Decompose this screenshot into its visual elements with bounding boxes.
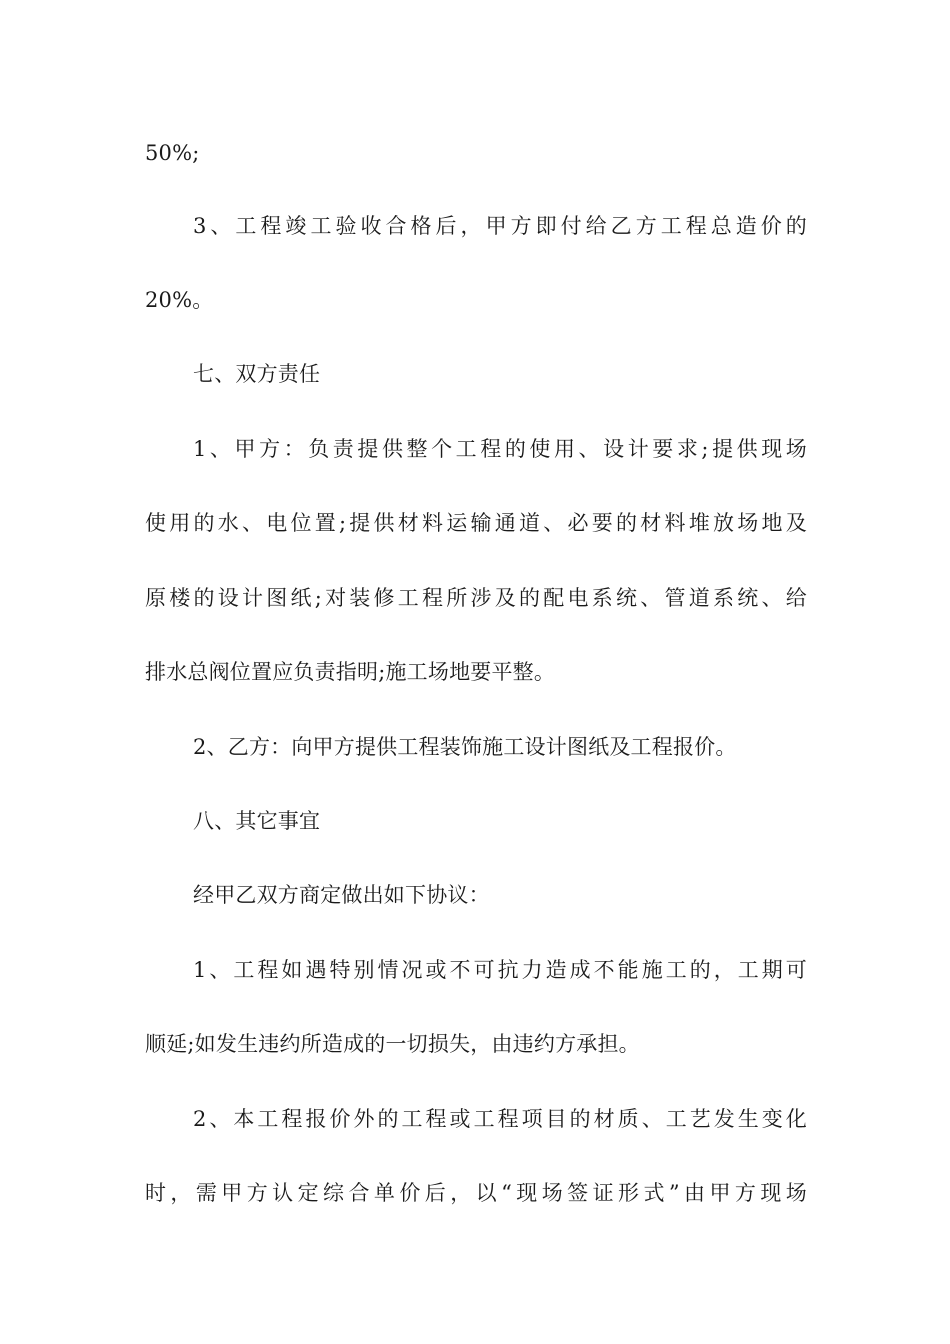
text-line: 2、乙方：向甲方提供工程装饰施工设计图纸及工程报价。 (193, 735, 737, 759)
text-line: 50%; (145, 141, 200, 165)
text-line: 20%。 (145, 288, 214, 312)
text-line: 时，需甲方认定综合单价后，以“现场签证形式”由甲方现场 (145, 1181, 807, 1205)
text-line: 经甲乙双方商定做出如下协议： (193, 883, 490, 907)
text-line: 使用的水、电位置;提供材料运输通道、必要的材料堆放场地及 (145, 511, 807, 535)
text-line: 3、工程竣工验收合格后，甲方即付给乙方工程总造价的 (193, 214, 807, 238)
text-line: 排水总阀位置应负责指明;施工场地要平整。 (145, 660, 556, 684)
section-heading: 七、双方责任 (193, 362, 321, 386)
text-line: 1、工程如遇特别情况或不可抗力造成不能施工的，工期可 (193, 958, 807, 982)
text-line: 原楼的设计图纸;对装修工程所涉及的配电系统、管道系统、给 (145, 586, 807, 610)
section-heading: 八、其它事宜 (193, 809, 321, 833)
text-line: 顺延;如发生违约所造成的一切损失，由违约方承担。 (145, 1032, 640, 1056)
text-line: 1、甲方：负责提供整个工程的使用、设计要求;提供现场 (193, 437, 807, 461)
text-line: 2、本工程报价外的工程或工程项目的材质、工艺发生变化 (193, 1107, 807, 1131)
